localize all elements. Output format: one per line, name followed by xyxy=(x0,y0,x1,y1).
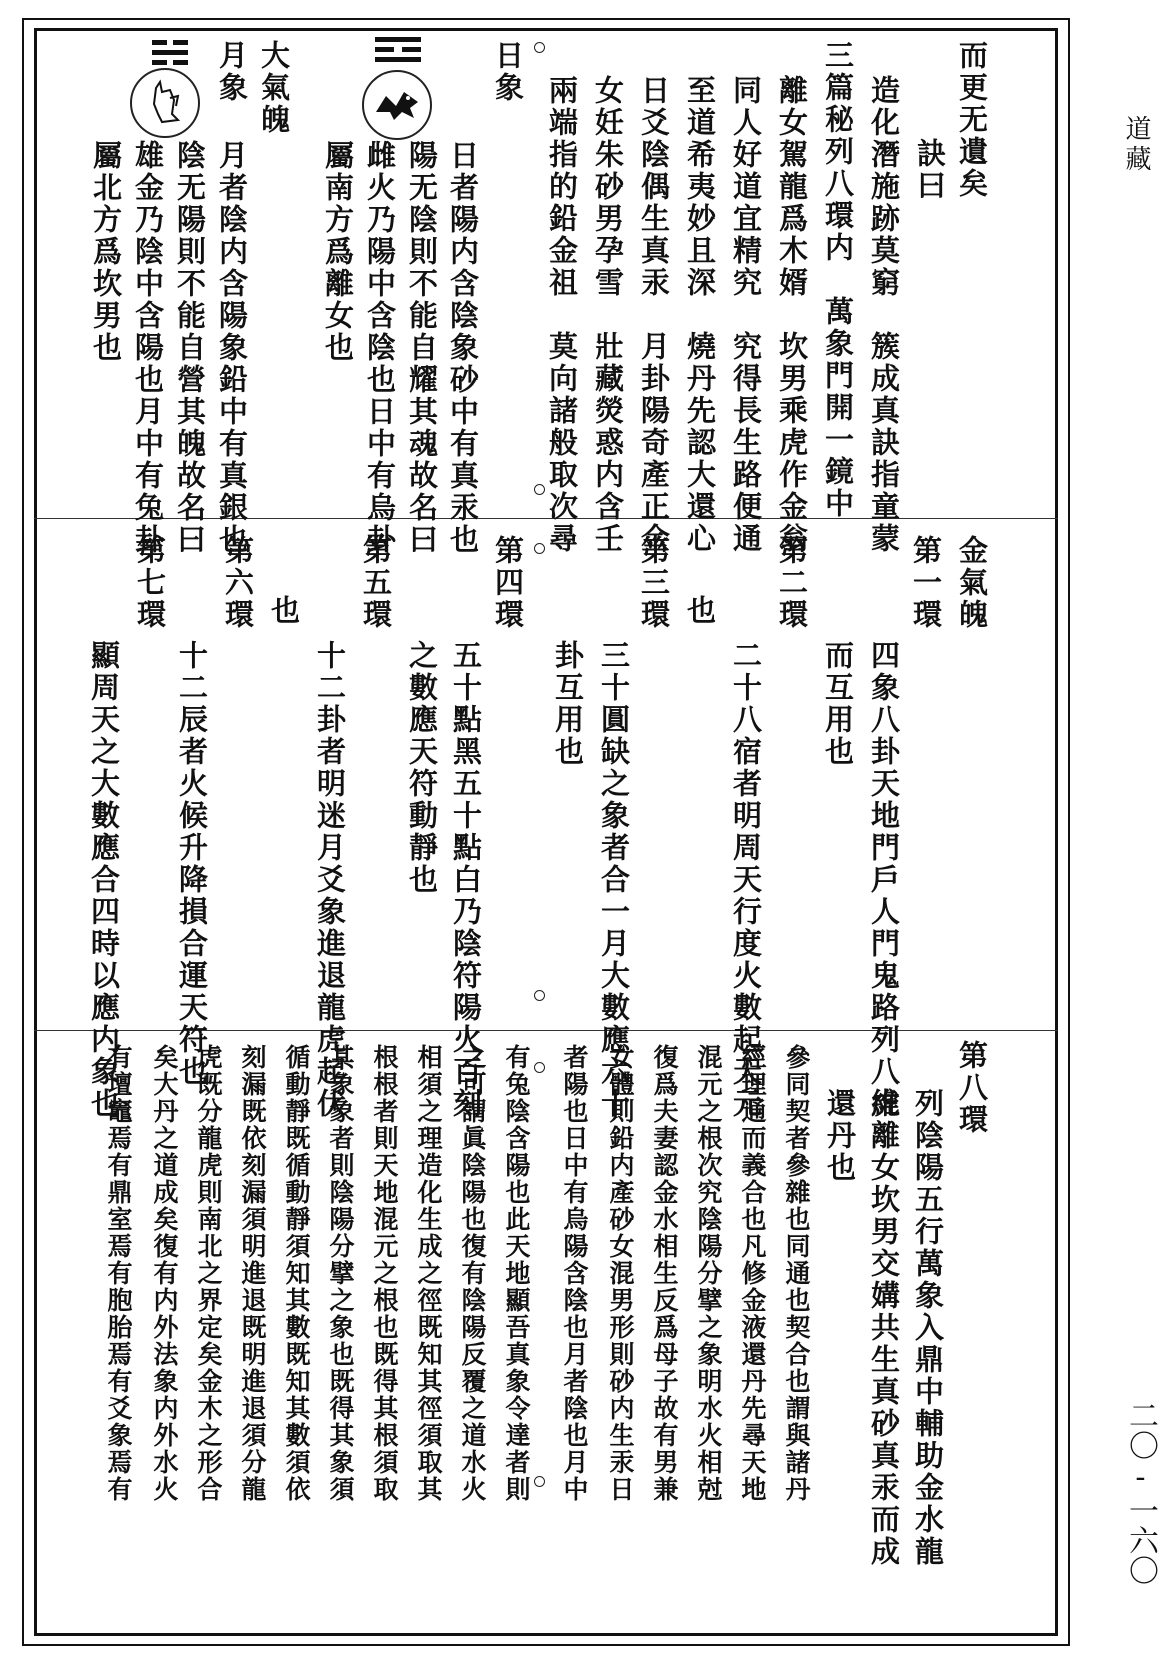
text-column: 也 xyxy=(267,595,301,627)
ring-heading: 第七環 xyxy=(133,535,167,631)
text-column: 大氣魄 xyxy=(257,40,291,136)
ring-heading: 第一環 xyxy=(909,535,943,631)
text-column: 日者陽内含陰象砂中有真汞也 xyxy=(446,140,480,556)
moon-rabbit-emblem-icon xyxy=(130,68,200,138)
text-column: 五十點黑五十點白乃陰符陽火百刻 xyxy=(449,640,483,1120)
ring-heading: 第六環 xyxy=(221,535,255,631)
verse-column: 日爻陰偶生真汞 月卦陽奇產正金 xyxy=(637,75,671,555)
verse-column: 造化潛施跡莫窮 簇成真訣指童蒙 xyxy=(867,75,901,555)
text-column: 虎離女坎男交媾共生真砂真汞而成 xyxy=(867,1088,901,1568)
text-column: 十二卦者明迷月爻象進退龍虎起伏 xyxy=(313,640,347,1120)
verse-column: 同人好道宜精究 究得長生路便通 xyxy=(729,75,763,555)
ring-heading: 第四環 xyxy=(491,535,525,631)
trigram-li-icon xyxy=(373,35,423,69)
text-column: 屬北方爲坎男也 xyxy=(89,140,123,364)
circle-marker xyxy=(534,1062,545,1073)
ring-heading: 第五環 xyxy=(359,535,393,631)
text-column: 雄金乃陰中含陽也月中有兔卦 xyxy=(131,140,165,556)
text-column: 陰无陽則不能自營其魄故名曰 xyxy=(173,140,207,556)
verse-column: 三篇秘列八環内 萬象門開一鏡中 xyxy=(821,40,855,520)
text-column: 而互用也 xyxy=(821,640,855,768)
commentary-column: 刻漏既依刻漏須明進退既明進退須分龍 xyxy=(238,1044,267,1503)
circle-marker xyxy=(534,543,545,554)
ring-heading: 第八環 xyxy=(955,1040,989,1136)
text-column: 雌火乃陽中含陰也日中有烏卦 xyxy=(363,140,397,556)
section-heading-moon: 月象 xyxy=(215,40,249,104)
commentary-column: 虎既分龍虎則南北之界定矣金木之形合 xyxy=(194,1044,223,1503)
text-column: 三十圓缺之象者合一月大數應六十 xyxy=(597,640,631,1120)
commentary-column: 根根者則天地混元之根也既得其根須取 xyxy=(370,1044,399,1503)
circle-marker xyxy=(534,42,545,53)
commentary-column: 矣大丹之道成矣復有内外法象内外水火 xyxy=(150,1044,179,1503)
section-heading-sun: 日象 xyxy=(491,40,525,104)
text-column: 訣曰 xyxy=(913,138,947,202)
sun-crow-emblem-icon xyxy=(362,70,432,140)
text-column: 卦互用也 xyxy=(551,640,585,768)
moon-trigram-glyph: ☵ xyxy=(192,38,205,54)
text-column: 也 xyxy=(683,595,717,627)
text-column: 而更无遺矣 xyxy=(955,40,989,200)
trigram-kan-icon xyxy=(150,38,190,72)
ring-heading: 第二環 xyxy=(775,535,809,631)
text-column: 金氣魄 xyxy=(955,535,989,631)
text-column: 還丹也 xyxy=(823,1088,857,1184)
commentary-column: 經理通而義合也凡修金液還丹先尋天地 xyxy=(738,1044,767,1503)
text-column: 屬南方爲離女也 xyxy=(321,140,355,364)
verse-column: 兩端指的鉛金祖 莫向諸般取次尋 xyxy=(545,75,579,555)
sun-trigram-glyph: ☲ xyxy=(425,38,438,54)
text-column: 列陰陽五行萬象入鼎中輔助金水龍 xyxy=(911,1088,945,1568)
commentary-column: 有兔陰含陽也此天地顯吾真象令達者則 xyxy=(502,1044,531,1503)
text-column: 月者陰内含陽象鉛中有真銀也 xyxy=(215,140,249,556)
text-column: 二十八宿者明周天行度火數起天元 xyxy=(729,640,763,1120)
verse-column: 女妊朱砂男孕雪 壯藏熒惑内含壬 xyxy=(591,75,625,555)
commentary-column: 其象象者則陰陽分擘之象也既得其象須 xyxy=(326,1044,355,1503)
commentary-column: 相須之理造化生成之徑既知其徑須取其 xyxy=(414,1044,443,1503)
commentary-column: 者陽也日中有烏陽含陰也月者陰也月中 xyxy=(560,1044,589,1503)
commentary-column: 女體則鉛内產砂女混男形則砂内生汞日 xyxy=(606,1044,635,1503)
text-column: 十二辰者火候升降損合運天符也 xyxy=(175,640,209,1088)
commentary-column: 之可謂眞陰陽也復有陰陽反覆之道水火 xyxy=(458,1044,487,1503)
text-column: 之數應天符動靜也 xyxy=(405,640,439,896)
circle-marker xyxy=(534,1476,545,1487)
text-column: 陽无陰則不能自耀其魂故名曰 xyxy=(405,140,439,556)
circle-marker xyxy=(534,990,545,1001)
commentary-column: 循動靜既循動靜須知其數既知其數須依 xyxy=(282,1044,311,1503)
commentary-column: 參同契者參雜也同通也契合也謂與諸丹 xyxy=(782,1044,811,1503)
verse-column: 離女駕龍爲木婿 坎男乘虎作金翁 xyxy=(775,75,809,555)
page-number: 二〇-一六〇 xyxy=(1123,1400,1158,1585)
circle-marker xyxy=(534,484,545,495)
verse-column: 至道希夷妙且深 燒丹先認大還心 xyxy=(683,75,717,555)
text-column: 四象八卦天地門戶人門鬼路列八維 xyxy=(867,640,901,1120)
commentary-column: 混元之根次究陰陽分擘之象明水火相尅 xyxy=(694,1044,723,1503)
ring-heading: 第三環 xyxy=(637,535,671,631)
commentary-column: 復爲夫妻認金水相生反爲母子故有男兼 xyxy=(650,1044,679,1503)
margin-title: 道藏 xyxy=(1121,115,1151,175)
commentary-column: 有壇竈焉有鼎室焉有胞胎焉有爻象焉有 xyxy=(104,1044,133,1503)
text-column: 顯周天之大數應合四時以應内象也 xyxy=(87,640,121,1120)
